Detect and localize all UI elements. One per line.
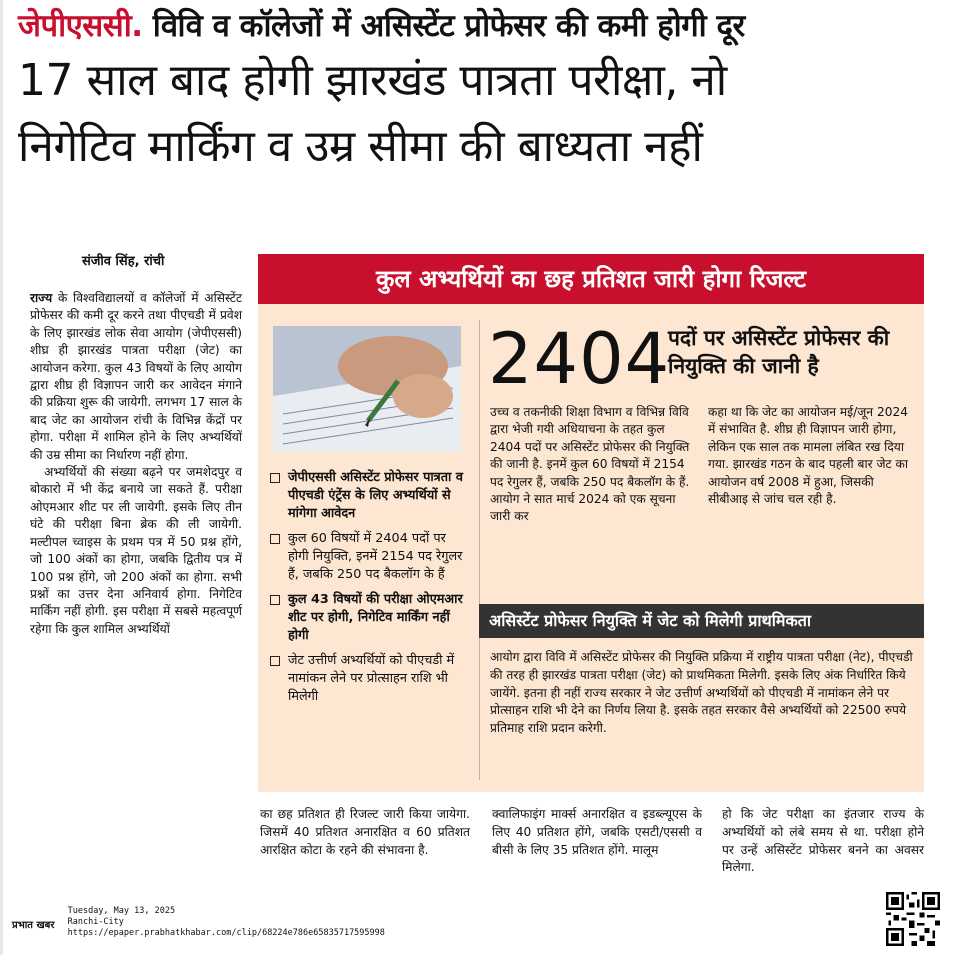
kicker-red: जेपीएससी. [18,8,143,44]
bullet-list [270,469,470,713]
left-column [30,290,242,638]
headline-line-1: 17 साल बाद होगी झारखंड पात्रता परीक्षा, नो [18,55,727,106]
bottom-col-1: का छह प्रतिशत ही रिजल्ट जारी किया जायेगा. जिसमें 40 प्रतिशत अनारक्षित व 60 प्रतिशत आरक्षित कोटा के रहने की संभावना है. [260,807,470,857]
bullet-item [270,530,470,584]
footer-date: Tuesday, May 13, 2025 [67,906,176,916]
left-para-1-text: के विश्वविद्यालयों व कॉलेजों में असिस्टेंट प्रोफेसर की कमी दूर करने तथा पीएचडी में प्रवेश के लिए झारखंड लोक सेवा आयोग (जेपीएससी) शीघ्र ही झारखंड पात्रता परीक्षा (जेट) का आयोजन करेगा. कुल 43 विषयों के लिए आयोग द्वारा शीघ्र ही विज्ञापन जारी कर आवेदन मंगाने की प्रक्रिया शुरू की जायेगी. लगभग 17 साल के बाद जेट का आयोजन रांची के विभिन्न केंद्रों पर होगा. परीक्षा में शामिल होने के लिए अभ्यर्थियों की उम्र सीमा का निर्धारण नहीं होगा. [30,291,242,462]
bottom-col-2: क्वालिफाइंग मार्क्स अनारक्षित व इडब्ल्यूएस के लिए 40 प्रतिशत होंगे, जबकि एसटी/एससी व बीसी के लिए 35 प्रतिशत होंगे. मालूम [492,807,702,857]
exam-photo-icon [273,326,461,452]
byline: संजीव सिंह, रांची [82,254,165,269]
headline-block [18,6,938,178]
checkbox-icon [270,534,280,544]
box-title: कुल अभ्यर्थियों का छह प्रतिशत जारी होगा रिजल्ट [258,254,924,304]
kicker-text: विवि व कॉलेजों में असिस्टेंट प्रोफेसर की कमी होगी दूर [152,8,745,44]
big-number: 2404 [488,318,671,400]
box-subheading-text: आयोग द्वारा विवि में असिस्टेंट प्रोफेसर की नियुक्ति प्रक्रिया में राष्ट्रीय पात्रता परीक्षा (नेट), पीएचडी की तरह ही झारखंड पात्रता परीक्षा (जेट) को प्राथमिकता मिलेगी. इसके लिए अंक निर्धारित किये जायेंगे. इतना ही नहीं राज्य सरकार ने जेट उत्तीर्ण अभ्यर्थियों को पीएचडी में नामांकन लेने पर प्रोत्साहन राशि भी देने का निर्णय लिया है. इसके तहत सरकार वैसे अभ्यर्थियों को 22500 रुपये प्रतिमाह राशि प्रदान करेगी. [490,650,913,736]
lead-word: राज्य [30,291,53,305]
checkbox-icon [270,473,280,483]
footer [12,906,385,939]
kicker [18,6,938,46]
bullet-text: कुल 60 विषयों में 2404 पदों पर होगी नियुक्ति, इनमें 2154 पद रेगुलर हैं, जबकि 250 पद बैकलॉग के हैं [288,531,463,582]
newspaper-logo: प्रभात खबर [12,920,55,931]
bullet-text: जेट उत्तीर्ण अभ्यर्थियों को पीएचडी में नामांकन लेने पर प्रोत्साहन राशि भी मिलेगी [288,653,455,704]
box-text-col-2: कहा था कि जेट का आयोजन मई/जून 2024 में संभावित है. शीघ्र ही विज्ञापन जारी होगा, लेकिन एक साल तक मामला लंबित रख दिया गया. झारखंड गठन के बाद पहली बार जेट का आयोजन वर्ष 2008 में हुआ, जिसकी सीबीआइ से जांच चल रही है. [708,405,909,507]
footer-meta [68,906,385,939]
left-para-1 [30,290,242,464]
headline-line-2: निगेटिव मार्किंग व उम्र सीमा की बाध्यता नहीं [18,121,703,172]
footer-url[interactable]: https://epaper.prabhatkhabar.com/clip/68224e786e65835717595998 [67,928,385,938]
left-para-2: अभ्यर्थियों की संख्या बढ़ने पर जमशेदपुर व बोकारो में भी केंद्र बनाये जा सकते हैं. परीक्षा ओएमआर शीट पर ली जायेगी. इसके लिए तीन घंटे की परीक्षा बिना ब्रेक की ली जायेगी. मल्टीपल च्वाइस के प्रथम पत्र में 50 प्रश्न होंगे, जो 100 अंकों का होगा, जबकि द्वितीय पत्र में 100 प्रश्न होंगे, जो 200 अंकों का होगा. सभी प्रश्नों का उत्तर देना अनिवार्य होगा. निगेटिव मार्किंग नहीं होगी. इस परीक्षा में सबसे महत्वपूर्ण रहेगा कि कुल शामिल अभ्यर्थियों [30,465,242,636]
bullet-text: कुल 43 विषयों की परीक्षा ओएमआर शीट पर होगी, निगेटिव मार्किंग नहीं होगी [288,592,463,643]
bullet-text: जेपीएससी असिस्टेंट प्रोफेसर पात्रता व पीएचडी एंट्रेंस के लिए अभ्यर्थियों से मांगेगा आवेदन [288,470,463,521]
exam-photo [273,326,461,452]
box-text-col-1: उच्च व तकनीकी शिक्षा विभाग व विभिन्न विवि द्वारा भेजी गयी अधियाचना के तहत कुल 2404 पदों पर असिस्टेंट प्रोफेसर की नियुक्ति की जानी है. इनमें कुल 60 विषयों में 2154 पद रेगुलर हैं, जबकि 250 पद बैकलॉग के हैं. आयोग ने सात मार्च 2024 को एक सूचना जारी कर [490,405,690,524]
footer-edition: Ranchi-City [67,917,124,927]
bullet-item [270,591,470,645]
box-divider [479,320,480,780]
bullet-item [270,469,470,523]
bottom-col-3: हो कि जेट परीक्षा का इंतजार राज्य के अभ्यर्थियों को लंबे समय से था. परीक्षा होने पर उन्हें असिस्टेंट प्रोफेसर बनने का अवसर मिलेगा. [722,807,924,875]
checkbox-icon [270,595,280,605]
big-number-caption: पदों पर असिस्टेंट प्रोफेसर की नियुक्ति की जानी है [668,326,890,378]
qr-code-icon[interactable] [886,892,940,946]
box-subheading: असिस्टेंट प्रोफेसर नियुक्ति में जेट को मिलेगी प्राथमिकता [479,604,924,638]
feature-box [258,254,924,792]
page-edge [0,0,3,955]
bullet-item [270,652,470,706]
checkbox-icon [270,656,280,666]
